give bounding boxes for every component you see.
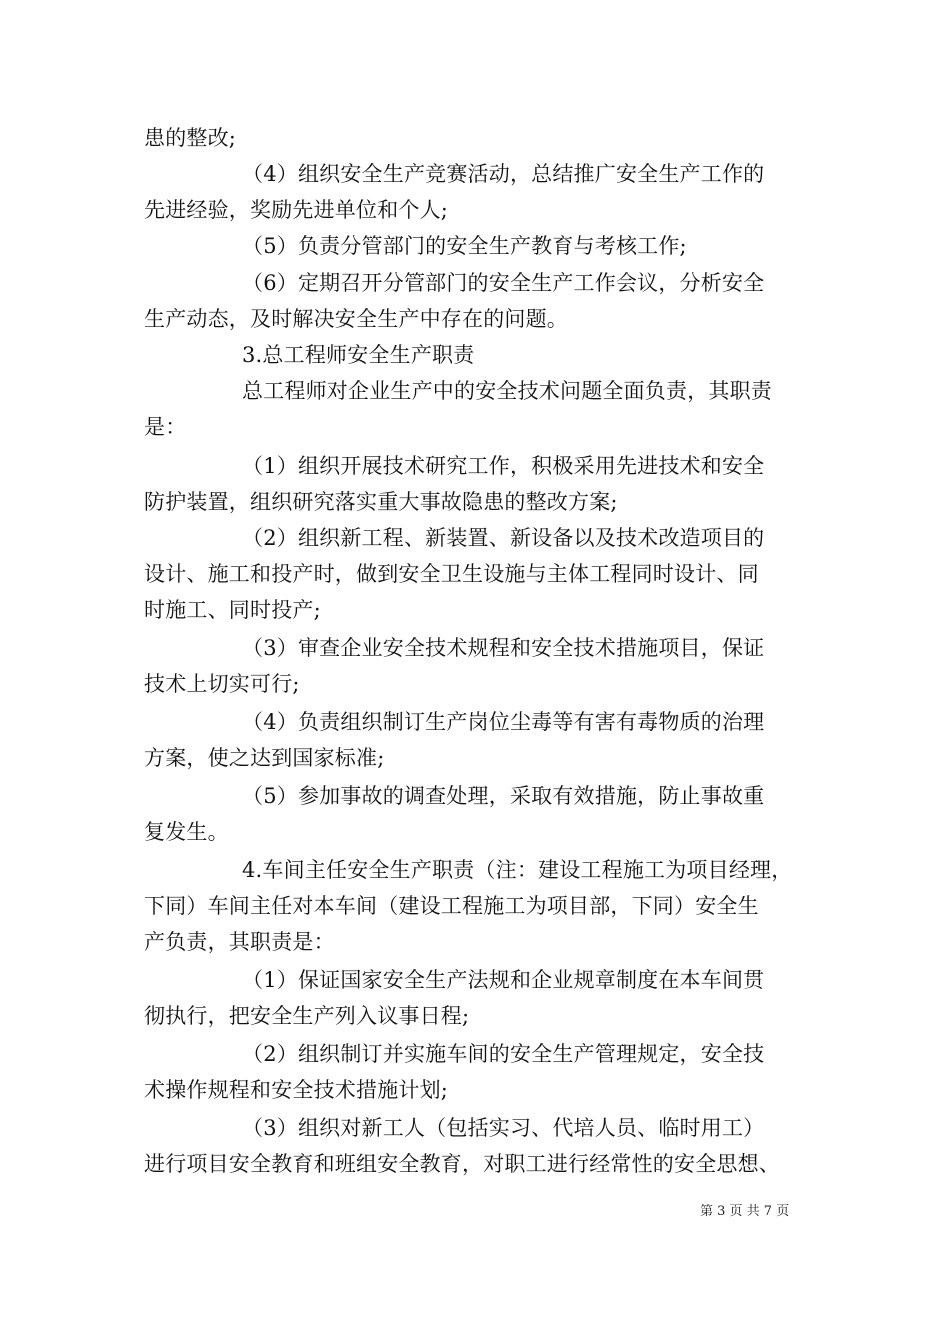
text-line-28: （3）组织对新工人（包括实习、代培人员、临时用工） [242, 1116, 765, 1140]
text-line-29: 进行项目安全教育和班组安全教育，对职工进行经常性的安全思想、 [144, 1152, 780, 1176]
text-line-4: （5）负责分管部门的安全生产教育与考核工作; [242, 234, 687, 258]
section-heading-3: 3.总工程师安全生产职责 [242, 343, 475, 367]
text-line-1: 患的整改; [144, 126, 237, 150]
text-line-3: 先进经验，奖励先进单位和个人; [144, 198, 449, 222]
text-line-20: 复发生。 [144, 820, 229, 844]
text-line-19: （5）参加事故的调查处理，采取有效措施，防止事故重 [242, 784, 765, 808]
text-line-13: 设计、施工和投产时，做到安全卫生设施与主体工程同时设计、同 [144, 562, 759, 586]
text-line-15: （3）审查企业安全技术规程和安全技术措施项目，保证 [242, 636, 765, 660]
text-line-27: 术操作规程和安全技术措施计划; [144, 1078, 449, 1102]
text-line-17: （4）负责组织制订生产岗位尘毒等有害有毒物质的治理 [242, 710, 765, 734]
text-line-12: （2）组织新工程、新装置、新设备以及技术改造项目的 [242, 526, 765, 550]
text-line-26: （2）组织制订并实施车间的安全生产管理规定，安全技 [242, 1042, 765, 1066]
section-heading-4: 4.车间主任安全生产职责（注：建设工程施工为项目经理， [242, 858, 793, 882]
text-line-9: 是： [144, 415, 187, 439]
text-line-8: 总工程师对企业生产中的安全技术问题全面负责，其职责 [242, 379, 772, 403]
text-line-25: 彻执行，把安全生产列入议事日程; [144, 1004, 470, 1028]
text-line-11: 防护装置，组织研究落实重大事故隐患的整改方案; [144, 490, 618, 514]
text-line-14: 时施工、同时投产; [144, 598, 321, 622]
text-line-6: 生产动态，及时解决安全生产中存在的问题。 [144, 307, 568, 331]
text-line-22: 下同）车间主任对本车间（建设工程施工为项目部，下同）安全生 [144, 894, 759, 918]
text-line-2: （4）组织安全生产竞赛活动，总结推广安全生产工作的 [242, 162, 765, 186]
text-line-16: 技术上切实可行; [144, 672, 300, 696]
text-line-5: （6）定期召开分管部门的安全生产工作会议，分析安全 [242, 271, 765, 295]
text-line-24: （1）保证国家安全生产法规和企业规章制度在本车间贯 [242, 968, 765, 992]
text-line-18: 方案，使之达到国家标准; [144, 746, 385, 770]
page-number-footer: 第 3 页 共 7 页 [700, 1204, 790, 1219]
text-line-10: （1）组织开展技术研究工作，积极采用先进技术和安全 [242, 454, 765, 478]
text-line-23: 产负责，其职责是： [144, 930, 335, 954]
